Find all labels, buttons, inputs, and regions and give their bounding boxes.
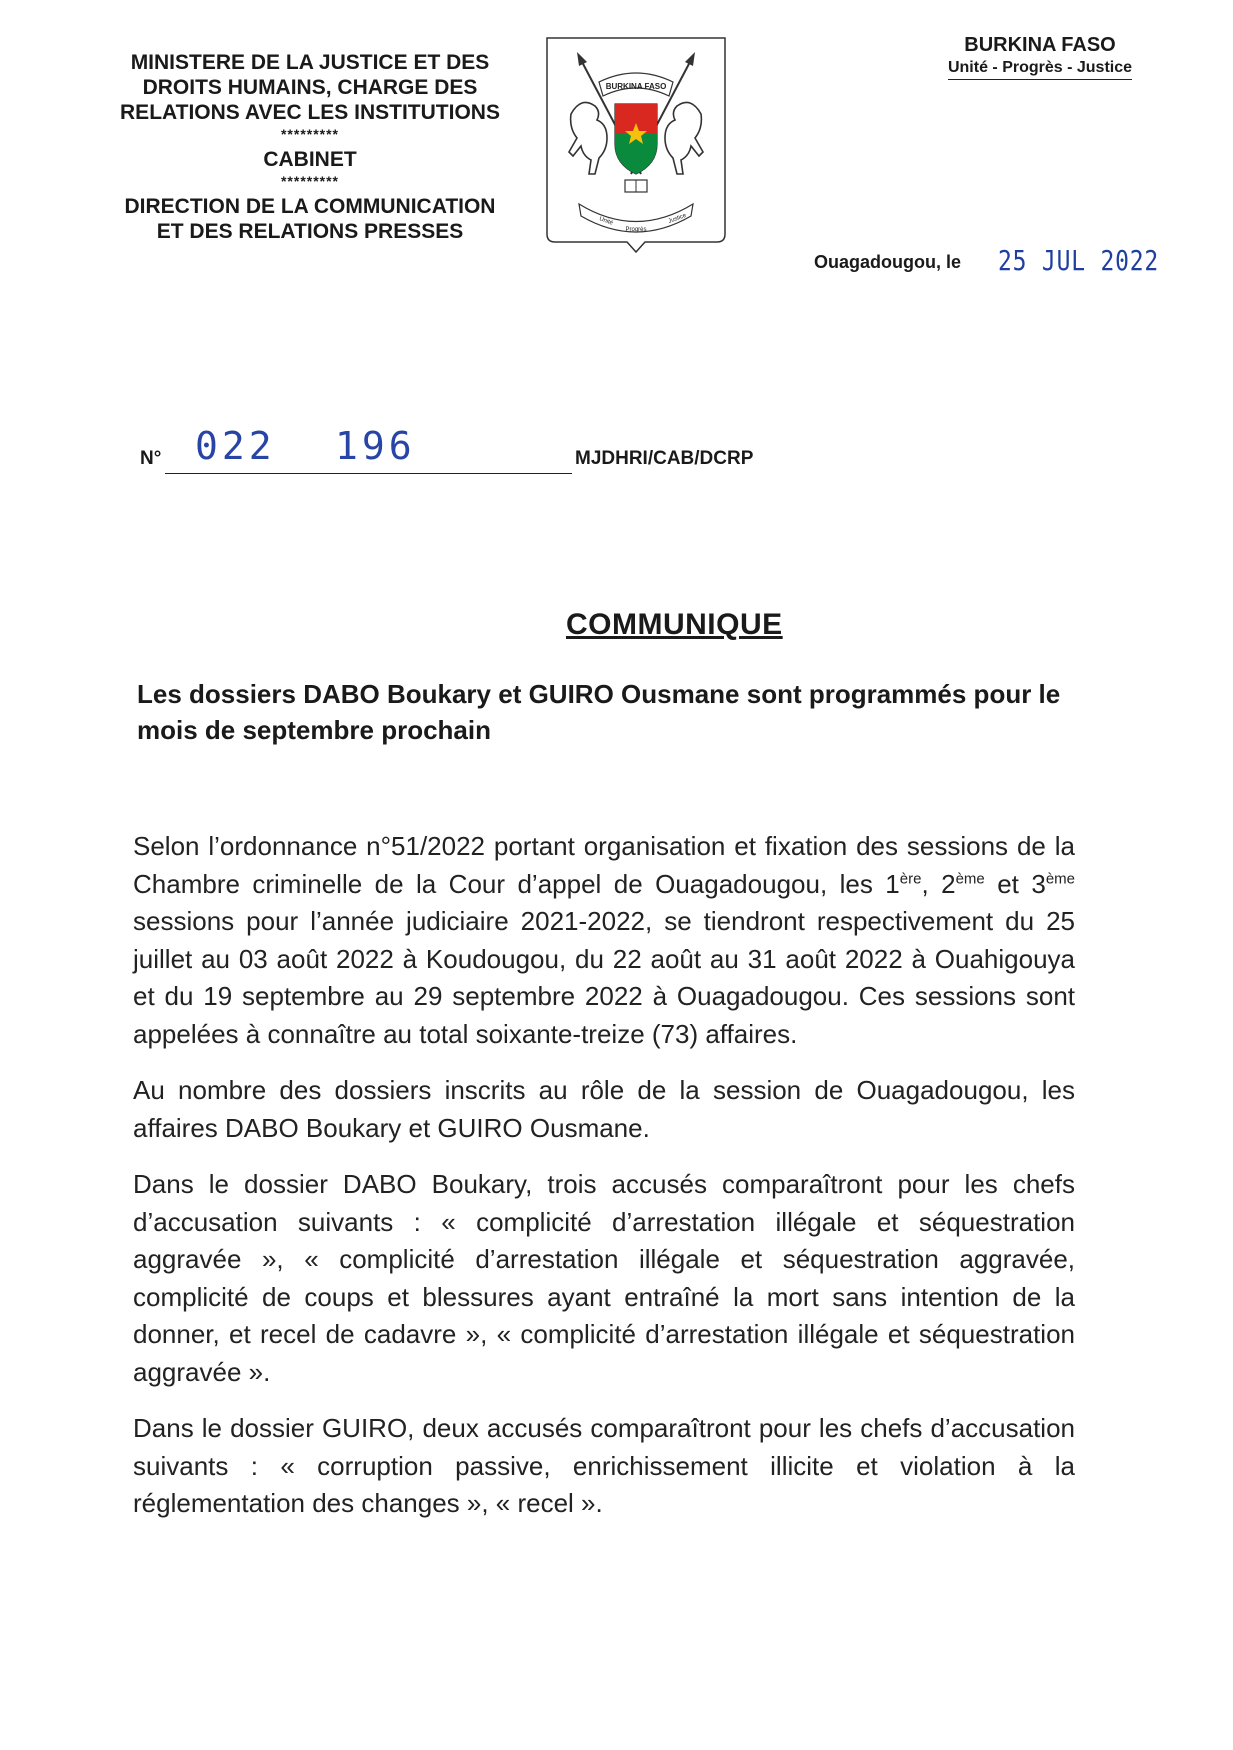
reference-suffix: MJDHRI/CAB/DCRP: [575, 448, 754, 469]
superscript: ère: [899, 869, 922, 887]
paragraph-text: sessions pour l’année judiciaire 2021-2022, se tiendront respectivement du 25 juillet au 03 août 2022 à Koudougou, du 22 août au 31 août 2022 à Ouahigouya et du 19 septembre au 29 septembre 2022 à Ouagadougou. Ces sessions sont appelées à connaître au total soixante-treize (73) affaires.: [133, 906, 1075, 1049]
ministry-line: DROITS HUMAINS, CHARGE DES: [142, 76, 478, 99]
country-name: BURKINA FASO: [964, 34, 1116, 56]
ministry-line: MINISTERE DE LA JUSTICE ET DES: [130, 51, 490, 74]
ministry-header: [90, 50, 530, 244]
separator: *********: [280, 126, 340, 142]
emblem-scroll-text: BURKINA FASO: [605, 82, 667, 91]
paragraph: Dans le dossier GUIRO, deux accusés comparaîtront pour les chefs d’accusation suivants : « corruption passive, enrichissement illicite et violation à la réglementation des changes », « recel ».: [133, 1413, 1075, 1518]
superscript: ème: [1045, 869, 1075, 887]
paragraph: Au nombre des dossiers inscrits au rôle de la session de Ouagadougou, les affaires DABO Boukary et GUIRO Ousmane.: [133, 1075, 1075, 1143]
paragraph: [133, 828, 1075, 1053]
date-stamp: 25 JUL 2022: [998, 244, 1160, 277]
paragraph-text: Selon l’ordonnance n°51/2022 portant organisation et fixation des sessions de la Chambre criminelle de la Cour d’appel de Ouagadougou, les 1: [133, 831, 1075, 899]
coat-of-arms-icon: [541, 34, 731, 254]
cabinet-label: CABINET: [263, 148, 357, 171]
place-date-label: Ouagadougou, le: [814, 252, 961, 272]
document-body: [133, 828, 1075, 1542]
emblem-motto-justice: Justice: [667, 212, 688, 225]
paragraph-text: et 3: [984, 868, 1046, 899]
reference-label: N°: [140, 448, 162, 469]
reference-number-part1: 022: [195, 424, 276, 468]
reference-underline: [165, 473, 572, 474]
country-motto: Unité - Progrès - Justice: [948, 57, 1132, 80]
emblem-motto-progres: Progrès: [625, 227, 647, 233]
emblem-motto-unite: Unité: [598, 216, 614, 227]
paragraph-text: , 2: [921, 868, 956, 899]
superscript: ème: [955, 869, 985, 887]
document-title: COMMUNIQUE: [566, 608, 783, 641]
reference-number-part2: 196: [335, 424, 416, 468]
ministry-line: RELATIONS AVEC LES INSTITUTIONS: [120, 101, 500, 124]
separator: *********: [280, 173, 340, 189]
document-subtitle: Les dossiers DABO Boukary et GUIRO Ousmane sont programmés pour le mois de septembre prochain: [137, 679, 1061, 745]
country-header: [900, 33, 1180, 80]
paragraph: Dans le dossier DABO Boukary, trois accusés comparaîtront pour les chefs d’accusation suivants : « complicité d’arrestation illégale et séquestration aggravée », « complicité d’arrestation illégale et séquestration aggravée, complicité de coups et blessures ayant entraîné la mort sans intention de la donner, et recel de cadavre », « complicité d’arrestation illégale et séquestration aggravée ».: [133, 1169, 1075, 1387]
direction-line: DIRECTION DE LA COMMUNICATION: [124, 195, 496, 218]
direction-line: ET DES RELATIONS PRESSES: [156, 220, 464, 243]
